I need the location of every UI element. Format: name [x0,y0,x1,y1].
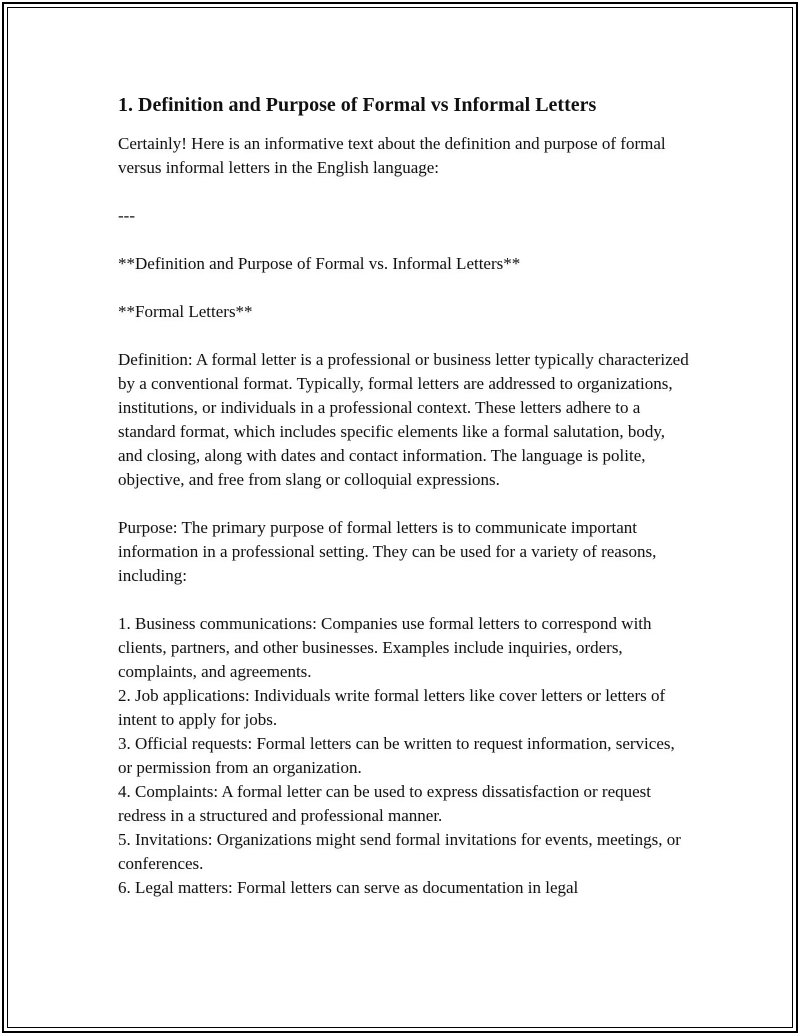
separator-line: --- [118,206,135,225]
list-item: 1. Business communications: Companies use formal letters to correspond with clients, partners, and other businesses. Examples include inquiries, orders, complaints, and agreements. [118,614,652,681]
definition-paragraph: Definition: A formal letter is a professional or business letter typically characterized by a conventional format. Typically, formal letters are addressed to organizations, institutions, or individuals in a professional context. These letters adhere to a standard format, which includes specific elements like a formal salutation, body, and closing, along with dates and contact information. The language is polite, objective, and free from slang or colloquial expressions. [118,350,689,489]
subtitle-paragraph: **Definition and Purpose of Formal vs. Informal Letters** [118,254,521,273]
intro-paragraph: Certainly! Here is an informative text about the definition and purpose of formal versus informal letters in the English language: [118,134,666,177]
purpose-paragraph: Purpose: The primary purpose of formal letters is to communicate important information in a professional setting. They can be used for a variety of reasons, including: [118,518,657,585]
list-item: 4. Complaints: A formal letter can be used to express dissatisfaction or request redress in a structured and professional manner. [118,782,652,825]
list-item: 5. Invitations: Organizations might send formal invitations for events, meetings, or conferences. [118,830,681,873]
section-heading: 1. Definition and Purpose of Formal vs Informal Letters [118,94,597,116]
document-body [118,92,693,900]
list-item: 3. Official requests: Formal letters can be written to request information, services, or permission from an organization. [118,734,675,777]
reasons-list [118,612,693,900]
formal-letters-label: **Formal Letters** [118,302,253,321]
list-item: 2. Job applications: Individuals write formal letters like cover letters or letters of intent to apply for jobs. [118,686,666,729]
list-item: 6. Legal matters: Formal letters can serve as documentation in legal [118,878,579,897]
